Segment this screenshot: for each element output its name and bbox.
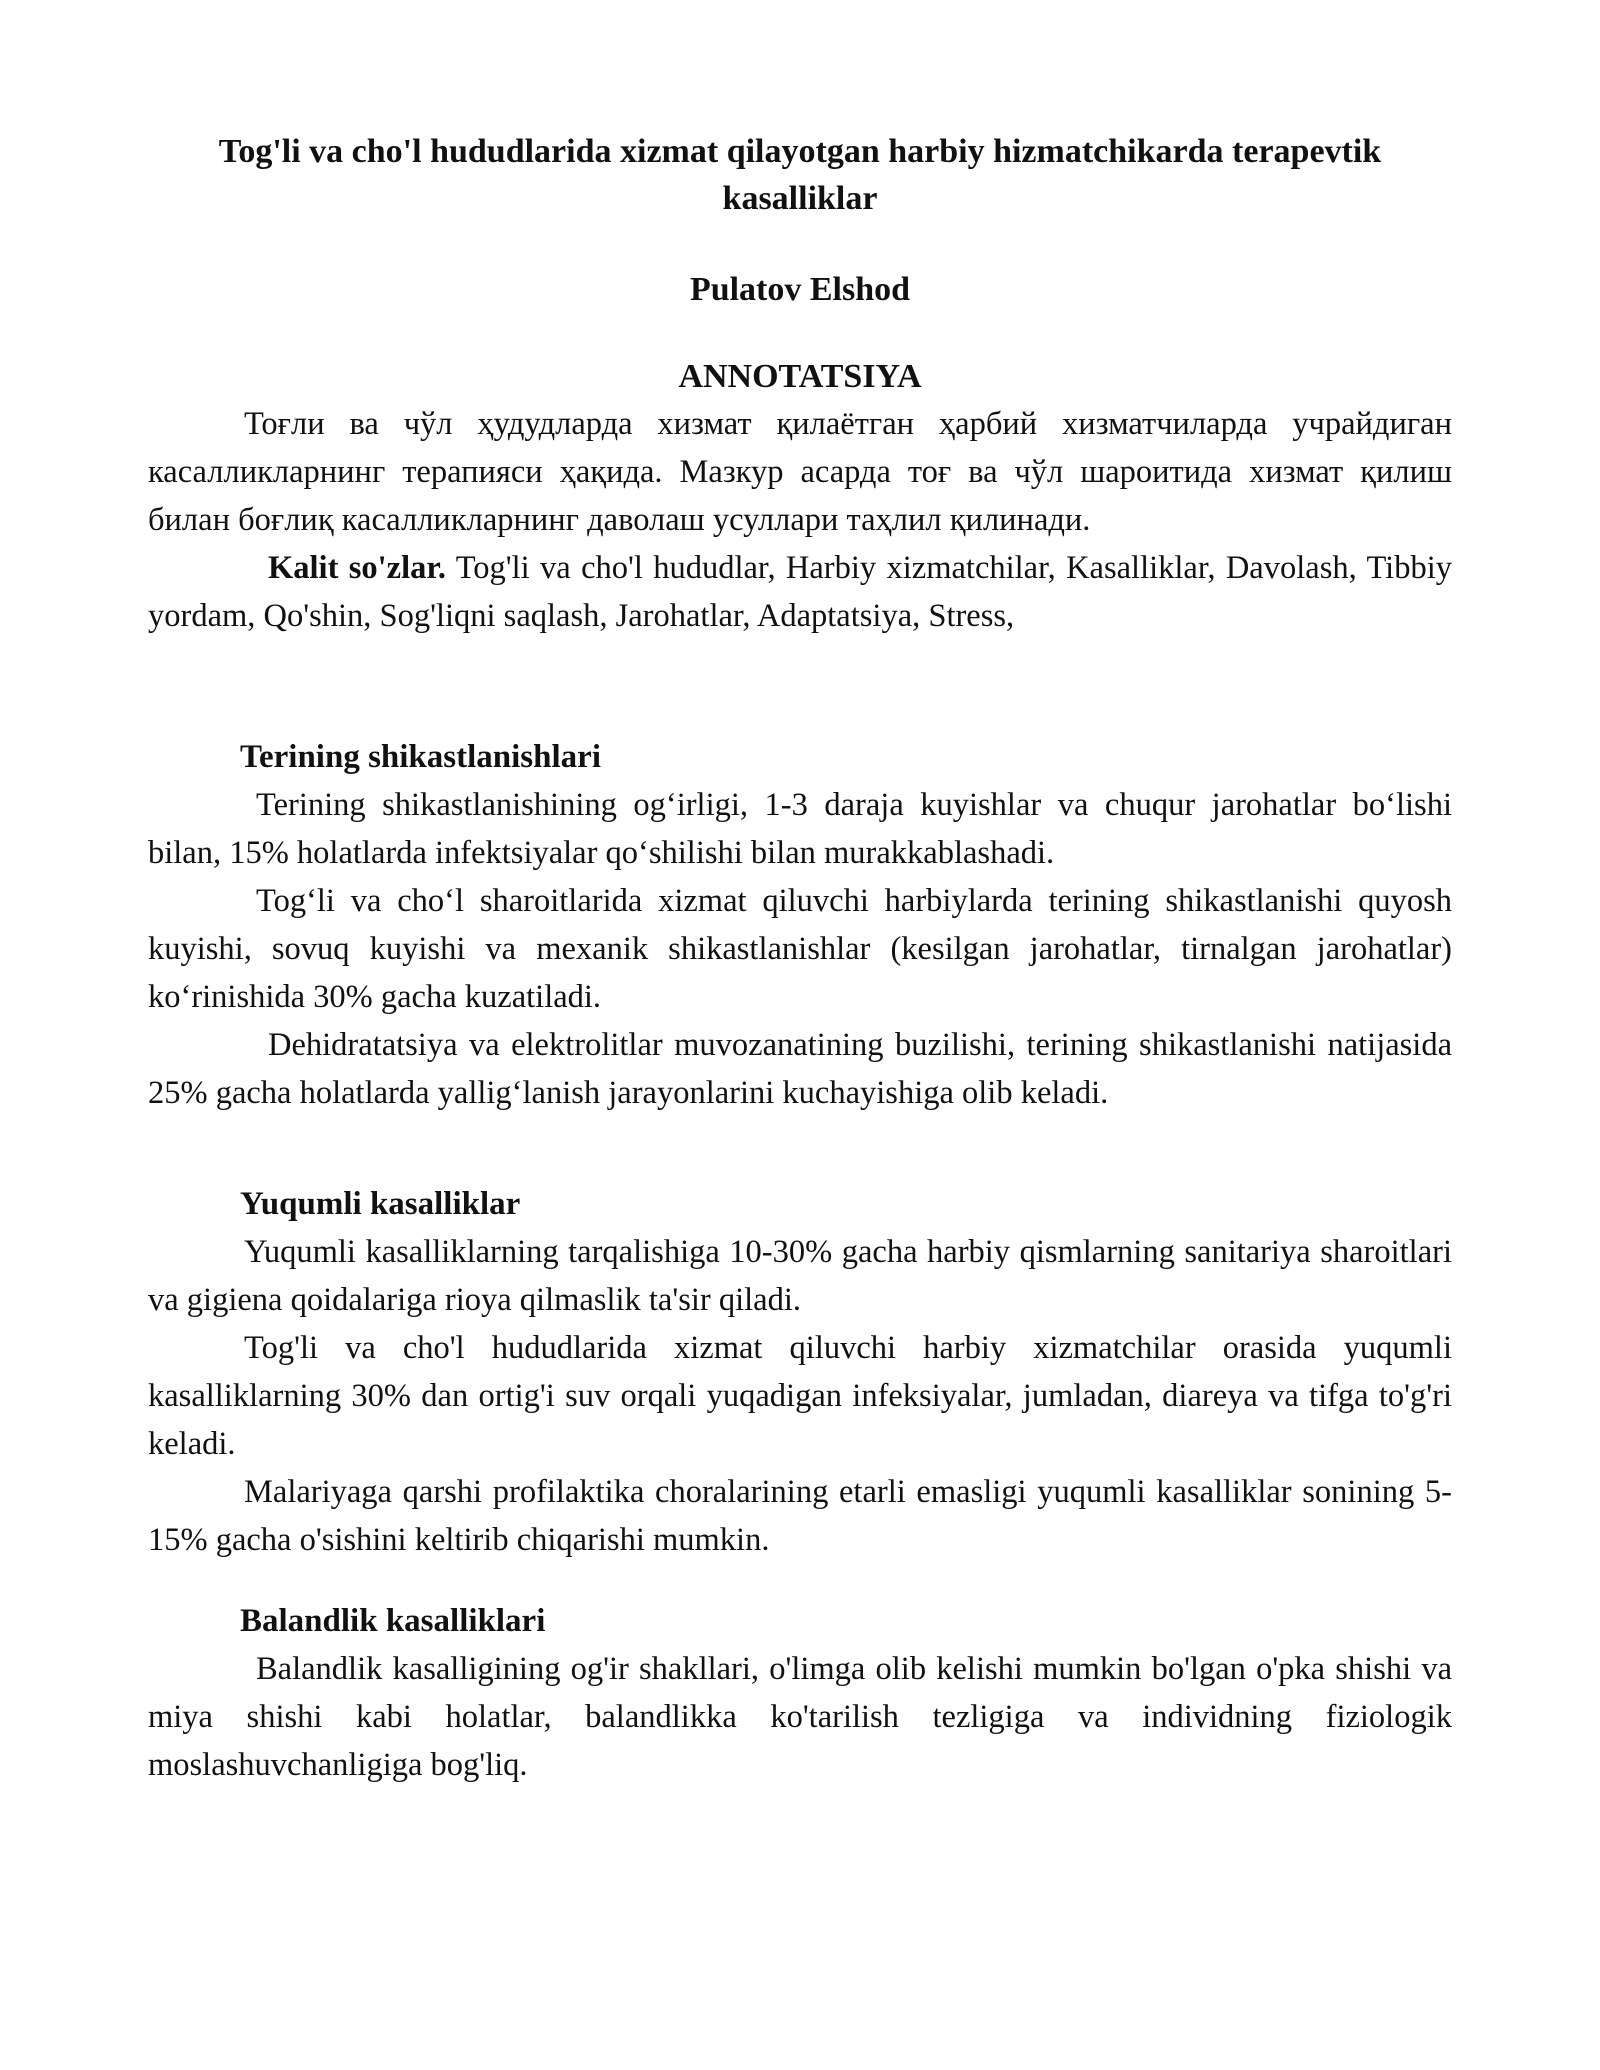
- section-paragraph: Balandlik kasalligining og'ir shakllari, o'limga olib kelishi mumkin bo'lgan o'pka shishi va miya shishi kabi holatlar, balandlikka ko'tarilish tezligiga va individning fiziologik moslashuvchanligiga bog'liq.: [148, 1651, 1452, 1783]
- section-paragraph: Malariyaga qarshi profilaktika choralarining etarli emasligi yuqumli kasalliklar sonining 5-15% gacha o'sishini keltirib chiqarishi mumkin.: [148, 1474, 1452, 1558]
- author-name: Pulatov Elshod: [689, 271, 911, 308]
- section-paragraph: Yuqumli kasalliklarning tarqalishiga 10-30% gacha harbiy qismlarning sanitariya sharoitlari va gigiena qoidalariga rioya qilmaslik ta'sir qiladi.: [148, 1234, 1452, 1318]
- annotation-heading: ANNOTATSIYA: [678, 358, 922, 395]
- section-paragraph: Tog'li va cho'l hududlarida xizmat qiluvchi harbiy xizmatchilar orasida yuqumli kasalliklarning 30% dan ortig'i suv orqali yuqadigan infeksiyalar, jumladan, diareya va tifga to'g'ri keladi.: [148, 1330, 1452, 1462]
- document-page: [148, 128, 1452, 1789]
- section-heading-infectious: Yuqumli kasalliklar: [240, 1186, 521, 1222]
- paper-title: Tog'li va cho'l hududlarida xizmat qilayotgan harbiy hizmatchikarda terapevtik kasalliklar: [218, 133, 1382, 217]
- section-heading-altitude: Balandlik kasalliklari: [240, 1603, 546, 1639]
- section-heading-skin: Terining shikastlanishlari: [240, 739, 601, 775]
- section-paragraph: Dehidratatsiya va elektrolitlar muvozanatining buzilishi, terining shikastlanishi natijasida 25% gacha holatlarda yallig‘lanish jarayonlarini kuchayishiga olib keladi.: [148, 1027, 1452, 1111]
- section-paragraph: Tog‘li va cho‘l sharoitlarida xizmat qiluvchi harbiylarda terining shikastlanishi quyosh kuyishi, sovuq kuyishi va mexanik shikastlanishlar (kesilgan jarohatlar, tirnalgan jarohatlar) ko‘rinishida 30% gacha kuzatiladi.: [148, 883, 1452, 1015]
- keywords-text: Tog'li va cho'l hududlar, Harbiy xizmatchilar, Kasalliklar, Davolash, Tibbiy yordam, Qo'shin, Sog'liqni saqlash, Jarohatlar, Adaptatsiya, Stress,: [148, 550, 1452, 634]
- annotation-text: Тоғли ва чўл ҳудудларда хизмат қилаётган ҳарбий хизматчиларда учрайдиган касалликларнинг терапияси ҳақида. Мазкур асарда тоғ ва чўл шароитида хизмат қилиш билан боғлиқ касалликларнинг даволаш усуллари таҳлил қилинади.: [148, 406, 1452, 538]
- keywords-paragraph: [148, 544, 1452, 640]
- keywords-label: Kalit so'zlar.: [268, 550, 446, 586]
- section-paragraph: Terining shikastlanishining og‘irligi, 1-3 daraja kuyishlar va chuqur jarohatlar bo‘lishi bilan, 15% holatlarda infektsiyalar qo‘shilishi bilan murakkablashadi.: [148, 787, 1452, 871]
